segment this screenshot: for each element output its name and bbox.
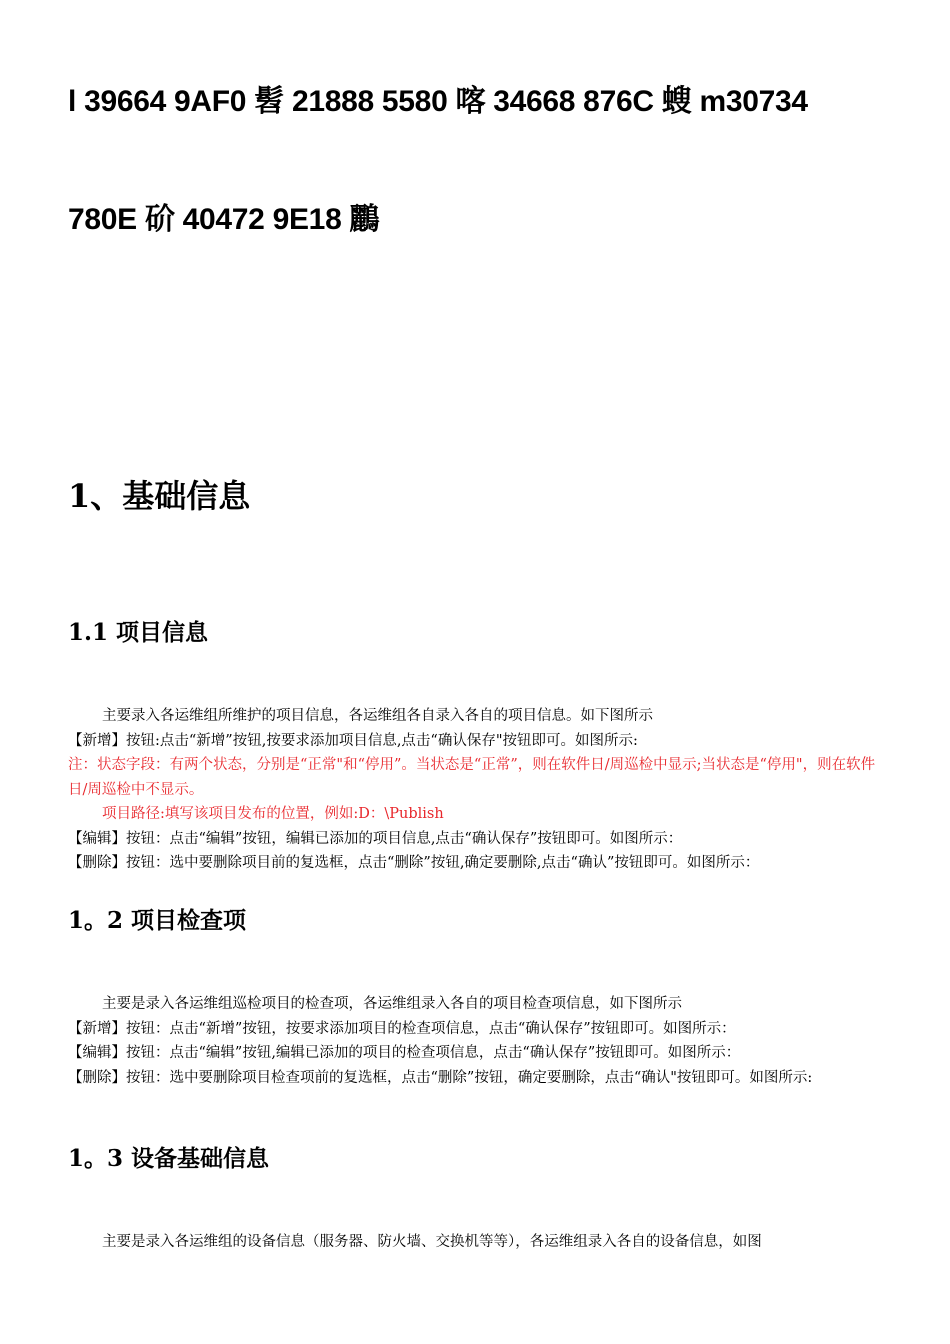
paragraph-status-note: 注：状态字段：有两个状态，分别是“正常"和“停用”。当状态是“正常”，则在软件日/周巡检中显示;当状态是“停用"，则在软件日/周巡检中不显示。 (68, 757, 876, 798)
paragraph-intro: 主要录入各运维组所维护的项目信息，各运维组各自录入各自的项目信息。如下图所示 (102, 708, 653, 724)
section-heading-device-info: 1。3 设备基础信息 (68, 1145, 270, 1172)
section-body-project-check-items (68, 992, 890, 1090)
document-title-line-1: l 39664 9AF0 髫 21888 5580 喀 34668 876C 螋 m30734 (68, 85, 808, 118)
paragraph-delete-button: 【删除】按钮：选中要删除项目前的复选框，点击“删除”按钮,确定要删除,点击“确认”按钮即可。如图所示： (68, 855, 760, 871)
paragraph-project-path: 项目路径:填写该项目发布的位置，例如:D：\Publish (102, 806, 444, 822)
paragraph-intro: 主要是录入各运维组巡检项目的检查项，各运维组录入各自的项目检查项信息，如下图所示 (102, 996, 682, 1012)
paragraph-edit-button: 【编辑】按钮：点击“编辑”按钮，编辑已添加的项目信息,点击“确认保存”按钮即可。如图所示： (68, 830, 683, 847)
paragraph-intro: 主要是录入各运维组的设备信息（服务器、防火墙、交换机等等），各运维组录入各自的设备信息，如图 (102, 1234, 762, 1250)
section-heading-project-info: 1.1 项目信息 (68, 619, 209, 646)
section-heading-project-check-items: 1。2 项目检查项 (68, 907, 247, 934)
document-title-line-2: 780E 砎 40472 9E18 鸝 (68, 203, 380, 236)
section-heading-basic-info: 1、基础信息 (68, 477, 251, 515)
paragraph-add-button: 【新增】按钮：点击“新增”按钮，按要求添加项目的检查项信息，点击“确认保存”按钮即可。如图所示： (68, 1020, 736, 1037)
paragraph-edit-button: 【编辑】按钮：点击“编辑”按钮,编辑已添加的项目的检查项信息，点击“确认保存”按钮即可。如图所示： (68, 1045, 741, 1061)
section-body-project-info (68, 704, 890, 876)
paragraph-add-button: 【新增】按钮:点击“新增”按钮,按要求添加项目信息,点击“确认保存"按钮即可。如图所示: (68, 732, 638, 749)
paragraph-delete-button: 【删除】按钮：选中要删除项目检查项前的复选框，点击“删除”按钮，确定要删除，点击“确认"按钮即可。如图所示: (68, 1069, 813, 1086)
section-body-device-info (68, 1230, 890, 1255)
